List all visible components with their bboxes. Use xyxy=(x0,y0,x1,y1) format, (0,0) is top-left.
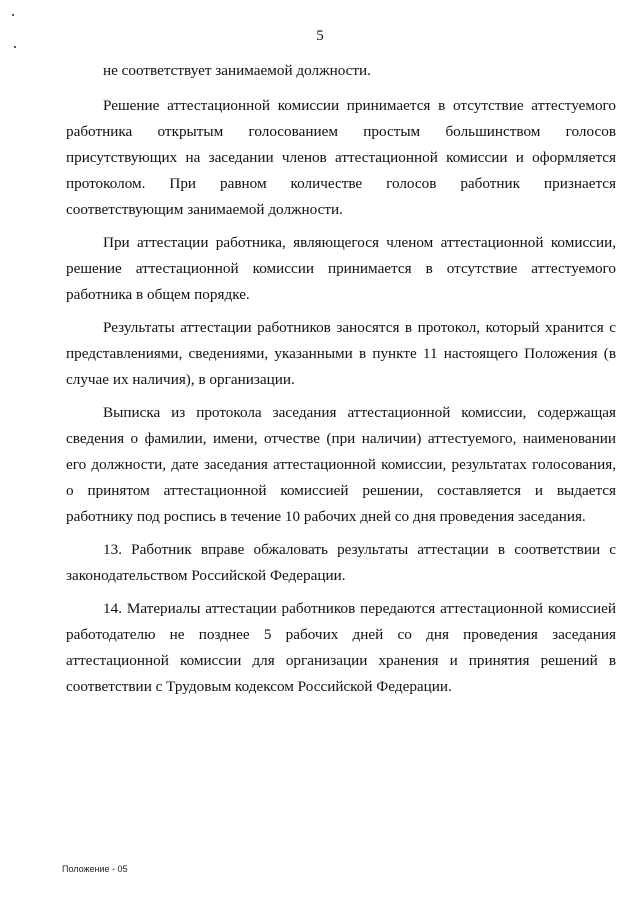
paragraph: Выписка из протокола заседания аттестационной комиссии, содержащая сведения о фамилии, имени, отчестве (при наличии) аттестуемого, наименовании его должности, дате заседания аттестационной комиссии, результатах голосования, о принятом аттестационной комиссией решении, составляется и выдается работнику под роспись в течение 10 рабочих дней со дня проведения заседания. xyxy=(66,404,616,525)
scan-speck xyxy=(12,14,14,16)
paragraph: Результаты аттестации работников заносятся в протокол, который хранится с представлениями, сведениями, указанными в пункте 11 настоящего Положения (в случае их наличия), в организации. xyxy=(66,319,616,388)
paragraph: Решение аттестационной комиссии принимается в отсутствие аттестуемого работника открытым голосованием простым большинством голосов присутствующих на заседании членов аттестационной комиссии и оформляется протоколом. При равном количестве голосов работник признается соответствующим занимаемой должности. xyxy=(66,97,616,218)
page-number: 5 xyxy=(316,28,324,44)
paragraph: 13. Работник вправе обжаловать результаты аттестации в соответствии с законодательством Российской Федерации. xyxy=(66,541,616,584)
scan-speck xyxy=(14,46,16,48)
paragraph: При аттестации работника, являющегося членом аттестационной комиссии, решение аттестационной комиссии принимается в отсутствие аттестуемого работника в общем порядке. xyxy=(66,234,616,303)
paragraph: не соответствует занимаемой должности. xyxy=(103,62,371,79)
document-body xyxy=(66,58,616,707)
footer-label: Положение - 05 xyxy=(62,864,128,874)
paragraph: 14. Материалы аттестации работников передаются аттестационной комиссией работодателю не позднее 5 рабочих дней со дня проведения заседания аттестационной комиссии для организации хранения и принятия решений в соответствии с Трудовым кодексом Российской Федерации. xyxy=(66,600,616,695)
